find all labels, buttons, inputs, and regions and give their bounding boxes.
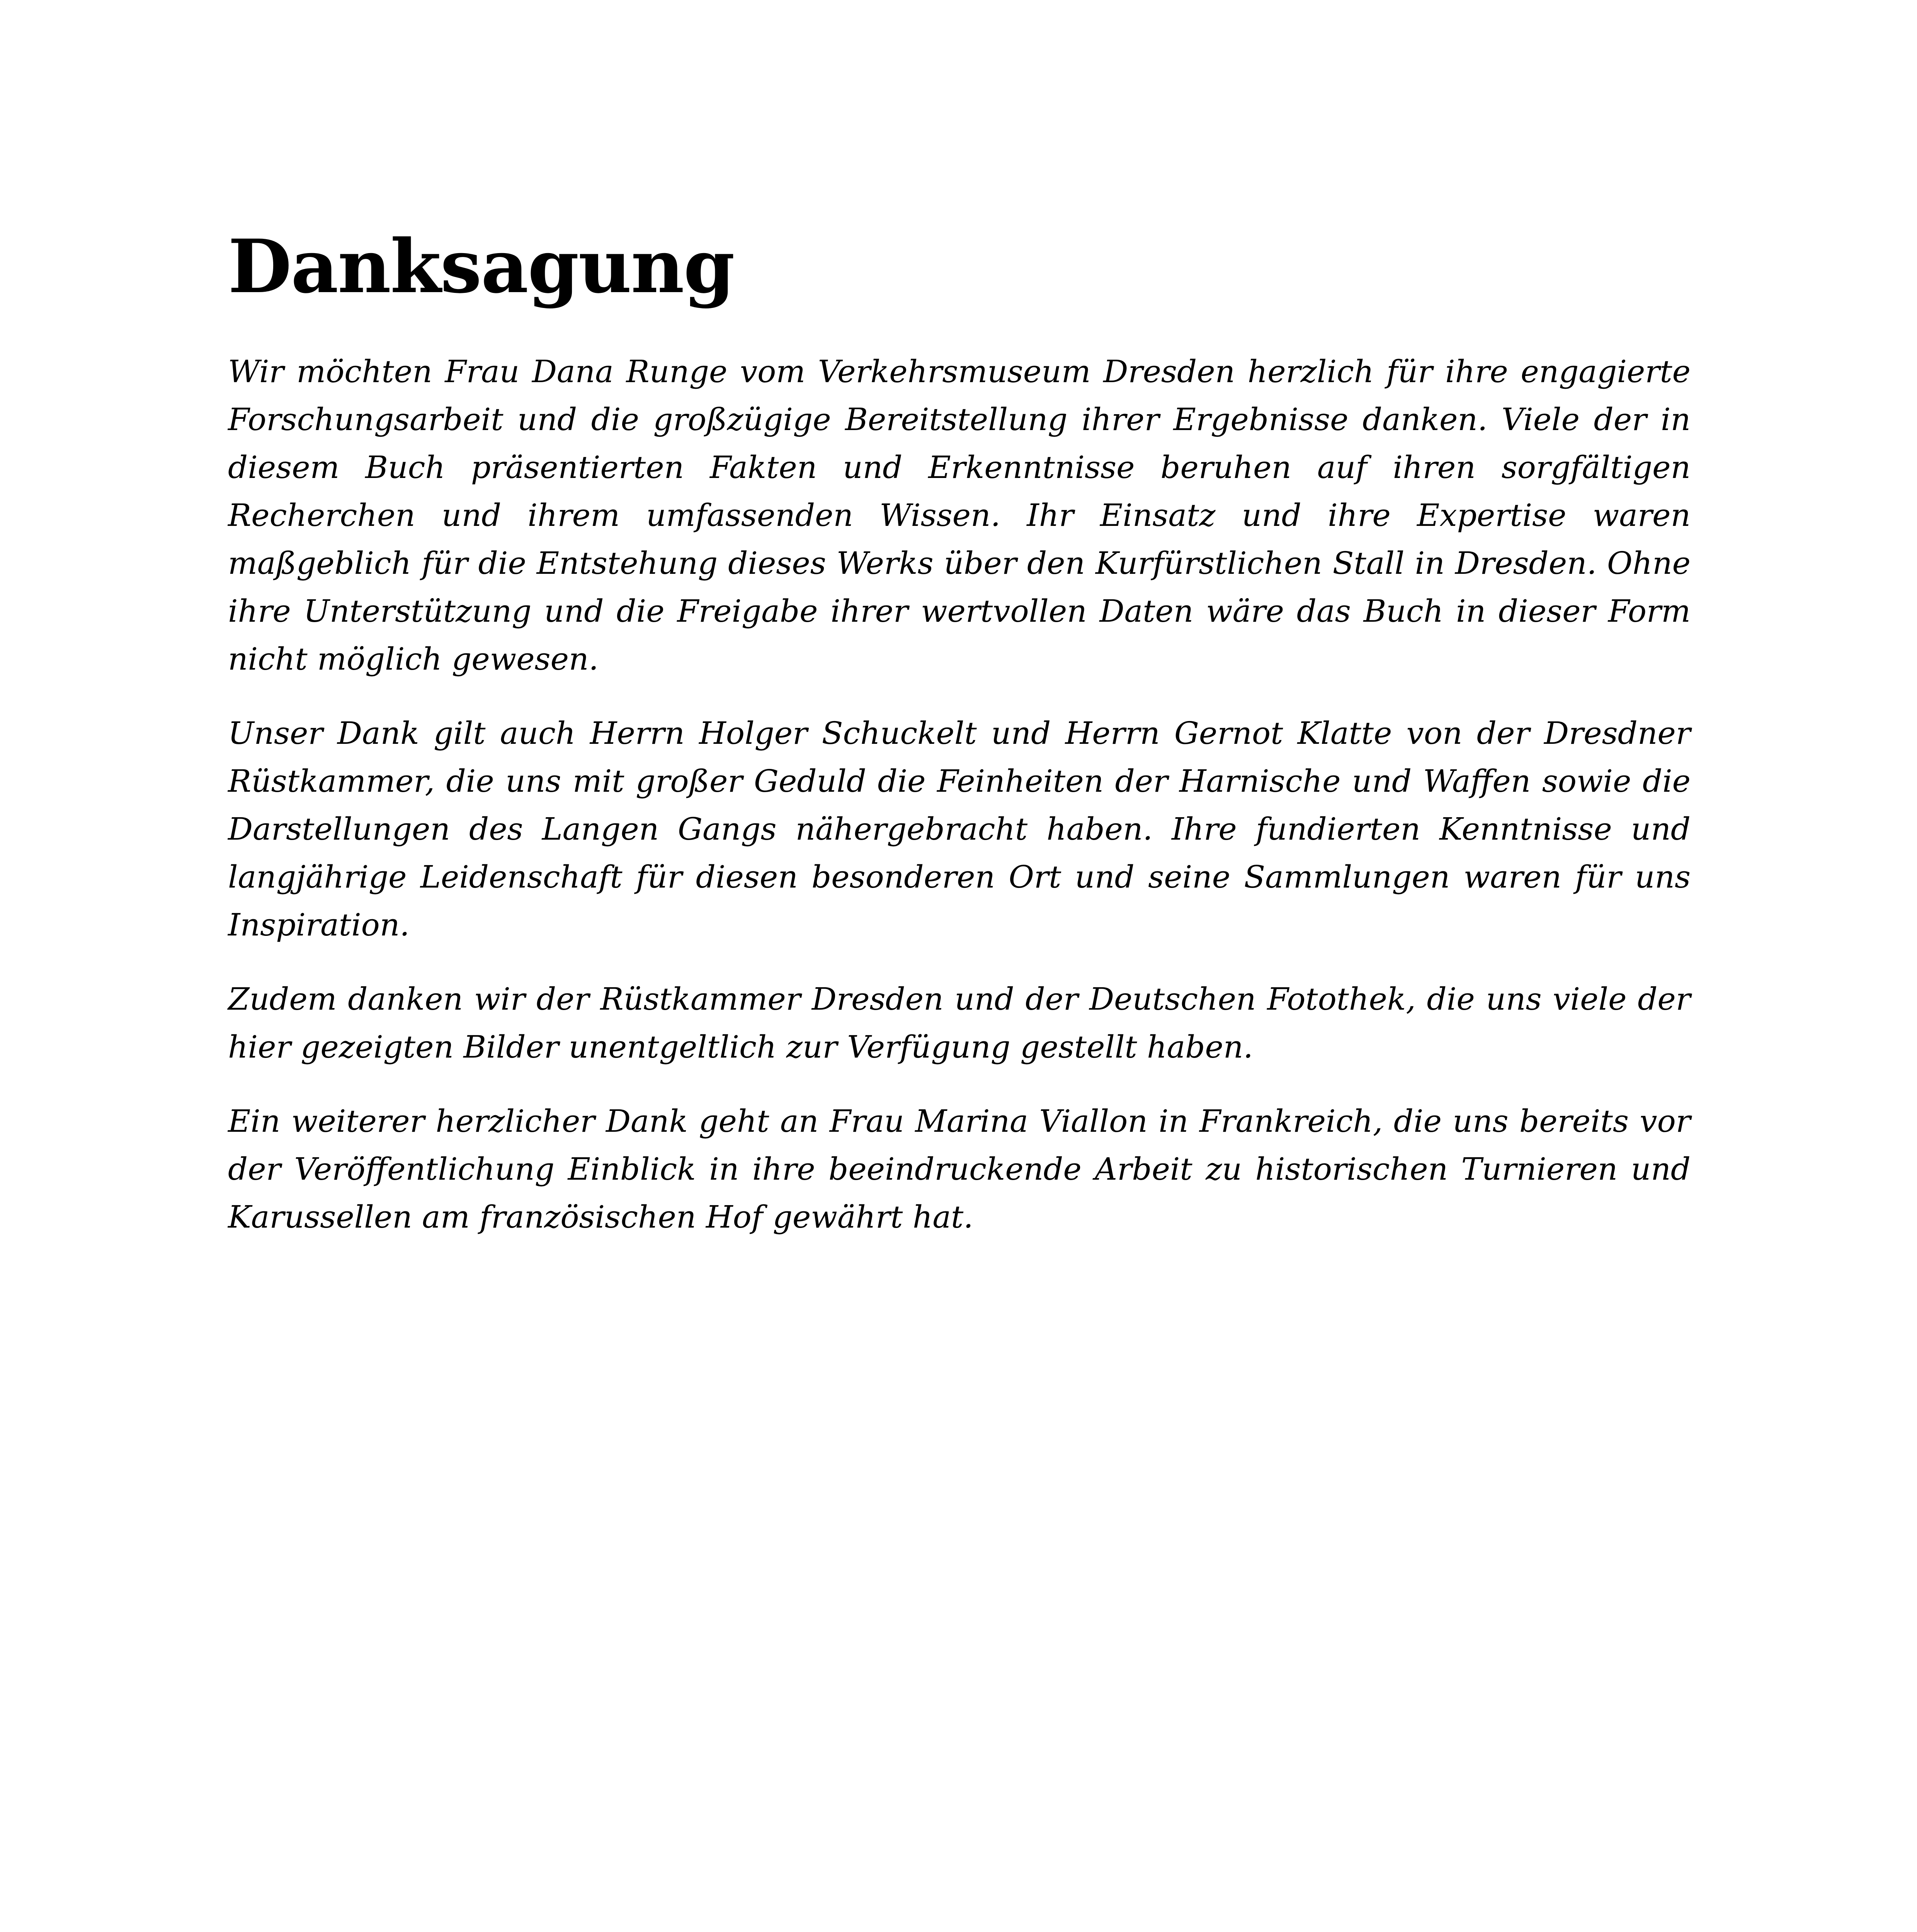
page-title: Danksagung <box>228 223 734 310</box>
paragraph-dana-runge: Wir möchten Frau Dana Runge vom Verkehrsmuseum Dresden herzlich für ihre engagierte Forschungsarbeit und die großzügige Bereitstellung ihrer Ergebnisse danken. Viele der in diesem Buch präsentierten Fakten und Erkenntnisse beruhen auf ihren sorgfältigen Recherchen und ihrem umfassenden Wissen. Ihr Einsatz und ihre Expertise waren maßgeblich für die Entstehung dieses Werks über den Kurfürstlichen Stall in Dresden. Ohne ihre Unterstützung und die Freigabe ihrer wertvollen Daten wäre das Buch in dieser Form nicht möglich gewesen. <box>228 354 1691 677</box>
acknowledgements-body <box>228 348 1691 1267</box>
paragraph-ruestkammer-staff: Unser Dank gilt auch Herrn Holger Schuckelt und Herrn Gernot Klatte von der Dresdner Rüstkammer, die uns mit großer Geduld die Feinheiten der Harnische und Waffen sowie die Darstellungen des Langen Gangs nähergebracht haben. Ihre fundierten Kenntnisse und langjährige Leidenschaft für diesen besonderen Ort und seine Sammlungen waren für uns Inspiration. <box>228 715 1691 943</box>
paragraph-marina-viallon: Ein weiterer herzlicher Dank geht an Frau Marina Viallon in Frankreich, die uns bereits vor der Veröffentlichung Einblick in ihre beeindruckende Arbeit zu historischen Turnieren und Karussellen am französischen Hof gewährt hat. <box>228 1103 1691 1235</box>
paragraph-image-sources: Zudem danken wir der Rüstkammer Dresden und der Deutschen Fotothek, die uns viele der hier gezeigten Bilder unentgeltlich zur Verfügung gestellt haben. <box>228 981 1691 1065</box>
